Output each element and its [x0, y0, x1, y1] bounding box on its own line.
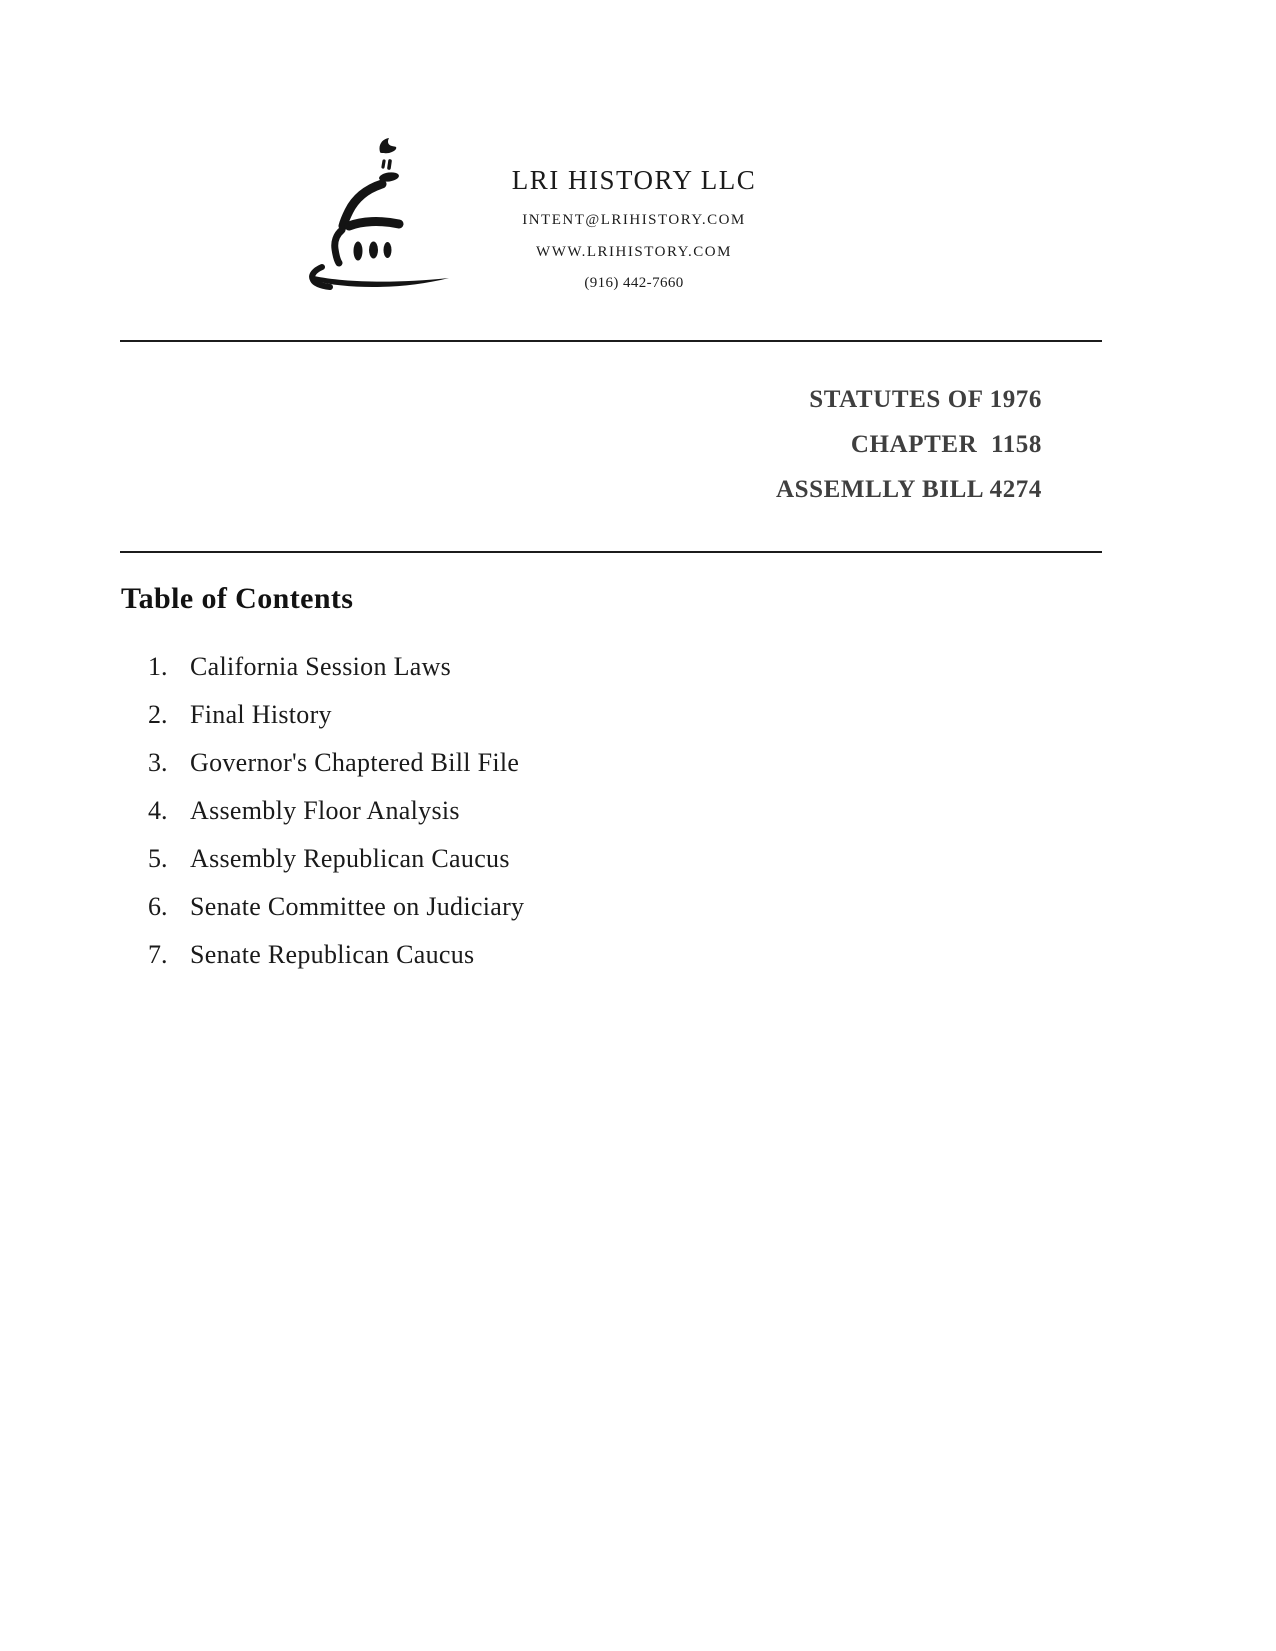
toc-item [148, 938, 524, 971]
chapter-line: CHAPTER 1158 [850, 431, 1042, 458]
company-email: INTENT@LRIHISTORY.COM [522, 212, 746, 228]
toc-item-label: Assembly Floor Analysis [190, 796, 460, 825]
toc-item-number: 2. [148, 700, 168, 729]
assembly-bill-line: ASSEMLLY BILL 4274 [776, 476, 1042, 503]
toc-item-label: Senate Committee on Judiciary [190, 892, 525, 921]
toc-item [148, 842, 524, 875]
toc-title: Table of Contents [121, 582, 354, 615]
company-phone: (916) 442-7660 [584, 275, 684, 291]
toc-item-label: Assembly Republican Caucus [190, 844, 510, 873]
bill-reference-block [776, 377, 1042, 512]
horizontal-rule-top [120, 340, 1102, 342]
capitol-dome-logo-icon [302, 130, 457, 290]
toc-item-label: Governor's Chaptered Bill File [190, 748, 520, 777]
toc-item-number: 6. [148, 892, 168, 921]
toc-item-label: Final History [190, 700, 332, 729]
toc-item [148, 650, 524, 683]
toc-item-number: 7. [148, 940, 168, 969]
company-name: LRI HISTORY LLC [511, 165, 757, 195]
toc-item-number: 3. [148, 748, 168, 777]
company-website: WWW.LRIHISTORY.COM [536, 244, 732, 260]
toc-list [148, 650, 524, 986]
toc-item [148, 698, 524, 731]
horizontal-rule-bottom [120, 551, 1102, 553]
toc-item-number: 5. [148, 844, 168, 873]
toc-item [148, 890, 524, 923]
toc-item-number: 4. [148, 796, 168, 825]
statutes-line: STATUTES OF 1976 [809, 386, 1042, 413]
letterhead [448, 163, 820, 293]
toc-item-label: California Session Laws [190, 652, 452, 681]
toc-item-label: Senate Republican Caucus [190, 940, 475, 969]
toc-item [148, 746, 524, 779]
toc-item [148, 794, 524, 827]
toc-item-number: 1. [148, 652, 168, 681]
